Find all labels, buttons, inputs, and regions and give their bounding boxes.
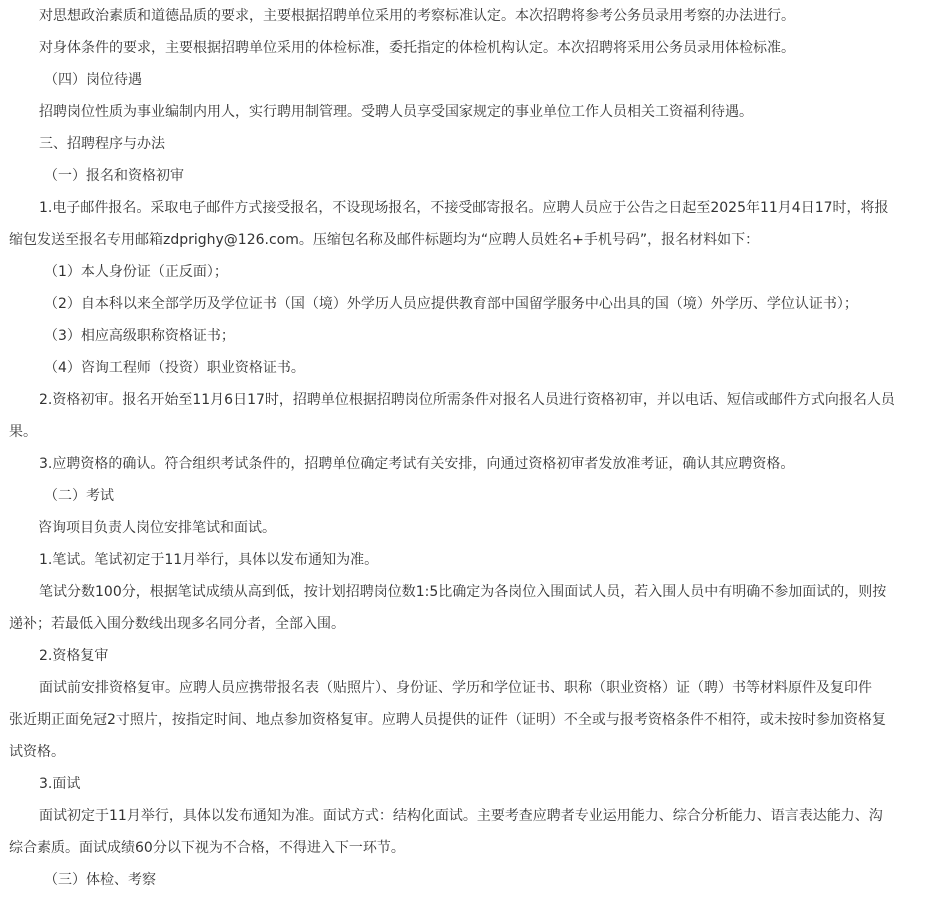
paragraph-line: 果。 bbox=[9, 424, 37, 440]
paragraph-political-quality: 对思想政治素质和道德品质的要求，主要根据招聘单位采用的考察标准认定。本次招聘将参考公务员录用考察的办法进行。 bbox=[39, 8, 795, 24]
paragraph-line: 试资格。 bbox=[9, 744, 65, 760]
paragraph-physical-condition: 对身体条件的要求，主要根据招聘单位采用的体检标准，委托指定的体检机构认定。本次招聘将采用公务员录用体检标准。 bbox=[39, 40, 795, 56]
paragraph-line: 1.电子邮件报名。采取电子邮件方式接受报名，不设现场报名，不接受邮寄报名。应聘人员应于公告之日起至2025年11月4日17时，将报 bbox=[39, 200, 889, 216]
paragraph-exam-arrangement: 咨询项目负责人岗位安排笔试和面试。 bbox=[38, 520, 276, 536]
paragraph-line: 2.资格初审。报名开始至11月6日17时，招聘单位根据招聘岗位所需条件对报名人员进行资格初审，并以电话、短信或邮件方式向报名人员 bbox=[39, 392, 895, 408]
paragraph-line: 缩包发送至报名专用邮箱zdprighy@126.com。压缩包名称及邮件标题均为“应聘人员姓名+手机号码”，报名材料如下： bbox=[9, 232, 760, 248]
paragraph-email-registration bbox=[0, 192, 938, 256]
section-heading-medical-inspection: （三）体检、考察 bbox=[44, 872, 156, 888]
paragraph-line: 面试前安排资格复审。应聘人员应携带报名表（贴照片）、身份证、学历和学位证书、职称（职业资格）证（聘）书等材料原件及复印件 bbox=[39, 680, 872, 696]
paragraph-recheck-details bbox=[0, 672, 938, 768]
paragraph-line: 张近期正面免冠2寸照片，按指定时间、地点参加资格复审。应聘人员提供的证件（证明）不全或与报考资格条件不相符，或未按时参加资格复 bbox=[9, 712, 886, 728]
list-item-consulting-engineer: （4）咨询工程师（投资）职业资格证书。 bbox=[44, 360, 305, 376]
paragraph-line: 面试初定于11月举行，具体以发布通知为准。面试方式：结构化面试。主要考查应聘者专业运用能力、综合分析能力、语言表达能力、沟 bbox=[39, 808, 883, 824]
paragraph-line: 综合素质。面试成绩60分以下视为不合格，不得进入下一环节。 bbox=[9, 840, 405, 856]
section-heading-examination: （二）考试 bbox=[44, 488, 114, 504]
subheading-qualification-recheck: 2.资格复审 bbox=[39, 648, 109, 664]
paragraph-interview-details bbox=[0, 800, 938, 864]
section-heading-recruitment-procedure: 三、招聘程序与办法 bbox=[39, 136, 165, 152]
paragraph-line: 递补；若最低入围分数线出现多名同分者，全部入围。 bbox=[9, 616, 345, 632]
paragraph-written-exam: 1.笔试。笔试初定于11月举行，具体以发布通知为准。 bbox=[39, 552, 379, 568]
paragraph-qualification-confirmation: 3.应聘资格的确认。符合组织考试条件的，招聘单位确定考试有关安排，向通过资格初审者发放准考证，确认其应聘资格。 bbox=[39, 456, 795, 472]
paragraph-preliminary-review bbox=[0, 384, 938, 448]
subheading-interview: 3.面试 bbox=[39, 776, 81, 792]
list-item-senior-title: （3）相应高级职称资格证书； bbox=[44, 328, 235, 344]
list-item-degree-certificates: （2）自本科以来全部学历及学位证书（国（境）外学历人员应提供教育部中国留学服务中心出具的国（境）外学历、学位认证书）； bbox=[44, 296, 858, 312]
list-item-id-card: （1）本人身份证（正反面）； bbox=[44, 264, 228, 280]
section-heading-position-benefits: （四）岗位待遇 bbox=[44, 72, 142, 88]
section-heading-registration: （一）报名和资格初审 bbox=[44, 168, 184, 184]
paragraph-position-nature: 招聘岗位性质为事业编制内用人，实行聘用制管理。受聘人员享受国家规定的事业单位工作人员相关工资福利待遇。 bbox=[39, 104, 753, 120]
paragraph-written-score bbox=[0, 576, 938, 640]
paragraph-line: 笔试分数100分，根据笔试成绩从高到低，按计划招聘岗位数1:5比确定为各岗位入围面试人员，若入围人员中有明确不参加面试的，则按 bbox=[39, 584, 887, 600]
